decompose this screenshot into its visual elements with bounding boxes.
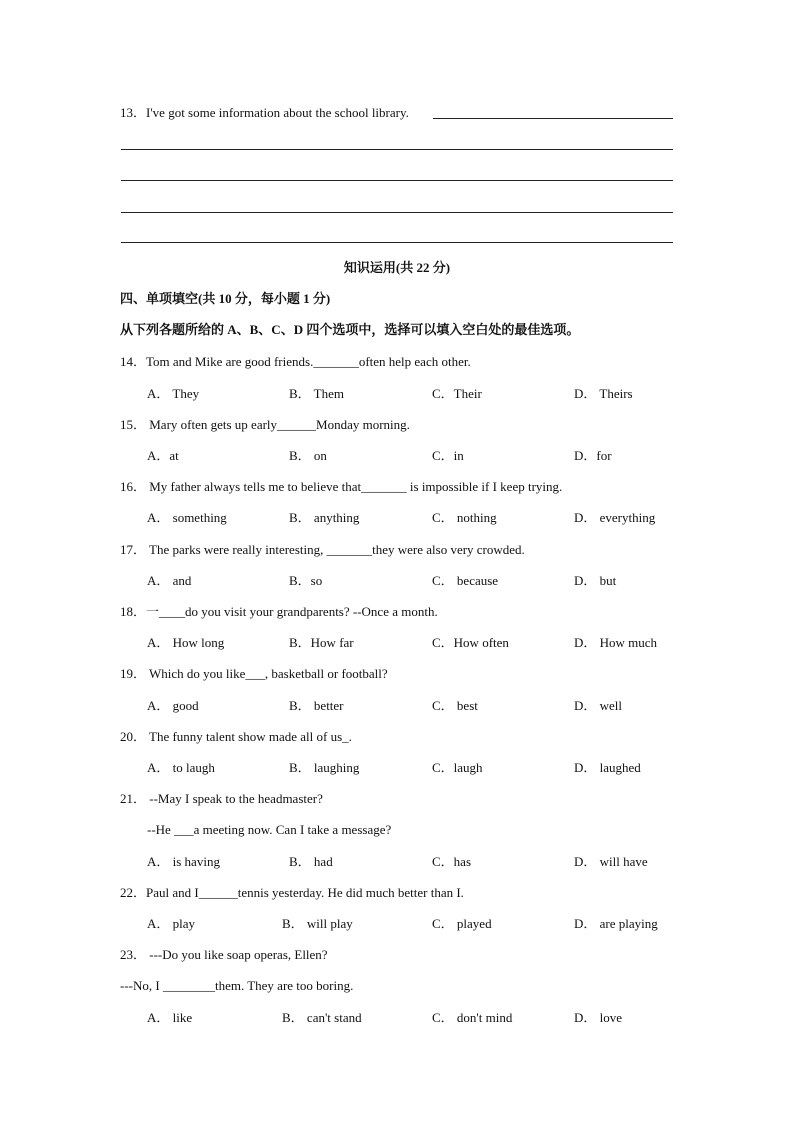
option-a[interactable]: A． They [147,386,200,401]
question-stem: 20． The funny talent show made all of us_. [120,729,352,744]
option-c[interactable]: C．in [432,448,464,463]
option-d[interactable]: D．for [574,448,612,463]
question-stem: 14．Tom and Mike are good friends._______often help each other. [120,354,471,369]
option-d[interactable]: D． love [574,1010,623,1025]
question-stem-line-2: ---No, I ________them. They are too boring. [120,978,354,993]
option-d[interactable]: D． laughed [574,760,641,775]
option-d[interactable]: D． but [574,573,617,588]
question-stem: 21． --May I speak to the headmaster? [120,791,323,806]
option-b[interactable]: B． on [289,448,327,463]
answer-line[interactable] [121,242,673,243]
option-d[interactable]: D． everything [574,510,656,525]
question-stem: 19． Which do you like___, basketball or football? [120,666,388,681]
option-a[interactable]: A． is having [147,854,220,869]
option-b[interactable]: B． can't stand [282,1010,362,1025]
option-d[interactable]: D． How much [574,635,658,650]
instruction: 从下列各题所给的 A、B、C、D 四个选项中，选择可以填入空白处的最佳选项。 [120,322,580,337]
option-a[interactable]: A． like [147,1010,193,1025]
option-c[interactable]: C． played [432,916,492,931]
option-a[interactable]: A． and [147,573,192,588]
question-stem: 17． The parks were really interesting, _______they were also very crowded. [120,542,525,557]
option-c[interactable]: C． don't mind [432,1010,513,1025]
question-stem: 18．一____do you visit your grandparents? --Once a month. [120,604,438,619]
option-d[interactable]: D． will have [574,854,648,869]
option-d[interactable]: D． are playing [574,916,658,931]
question-stem: 23． ---Do you like soap operas, Ellen? [120,947,328,962]
answer-line[interactable] [121,212,673,213]
question-stem: 15． Mary often gets up early______Monday morning. [120,417,410,432]
option-b[interactable]: B． will play [282,916,353,931]
question-13-prompt: 13．I've got some information about the school library. [120,105,409,120]
option-a[interactable]: A． How long [147,635,225,650]
question-stem: 16． My father always tells me to believe that_______ is impossible if I keep trying. [120,479,563,494]
part-heading: 四、单项填空(共 10 分，每小题 1 分) [120,291,331,306]
option-b[interactable]: B．How far [289,635,354,650]
option-c[interactable]: C． best [432,698,478,713]
option-c[interactable]: C． because [432,573,499,588]
option-b[interactable]: B． better [289,698,344,713]
option-d[interactable]: D． well [574,698,623,713]
question-stem-line-2: --He ___a meeting now. Can I take a message? [147,822,392,837]
option-a[interactable]: A． something [147,510,227,525]
question-stem: 22．Paul and I______tennis yesterday. He did much better than I. [120,885,464,900]
option-a[interactable]: A． good [147,698,199,713]
option-b[interactable]: B．so [289,573,323,588]
answer-line[interactable] [433,118,673,119]
option-c[interactable]: C．Their [432,386,482,401]
answer-line[interactable] [121,180,673,181]
option-c[interactable]: C． nothing [432,510,497,525]
option-a[interactable]: A． to laugh [147,760,215,775]
option-c[interactable]: C．has [432,854,472,869]
option-c[interactable]: C．How often [432,635,509,650]
option-d[interactable]: D． Theirs [574,386,633,401]
option-b[interactable]: B． anything [289,510,360,525]
answer-line[interactable] [121,149,673,150]
option-c[interactable]: C．laugh [432,760,483,775]
option-b[interactable]: B． Them [289,386,345,401]
option-a[interactable]: A． play [147,916,196,931]
section-title: 知识运用(共 22 分) [343,260,451,275]
option-b[interactable]: B． laughing [289,760,360,775]
option-a[interactable]: A．at [147,448,179,463]
option-b[interactable]: B． had [289,854,333,869]
